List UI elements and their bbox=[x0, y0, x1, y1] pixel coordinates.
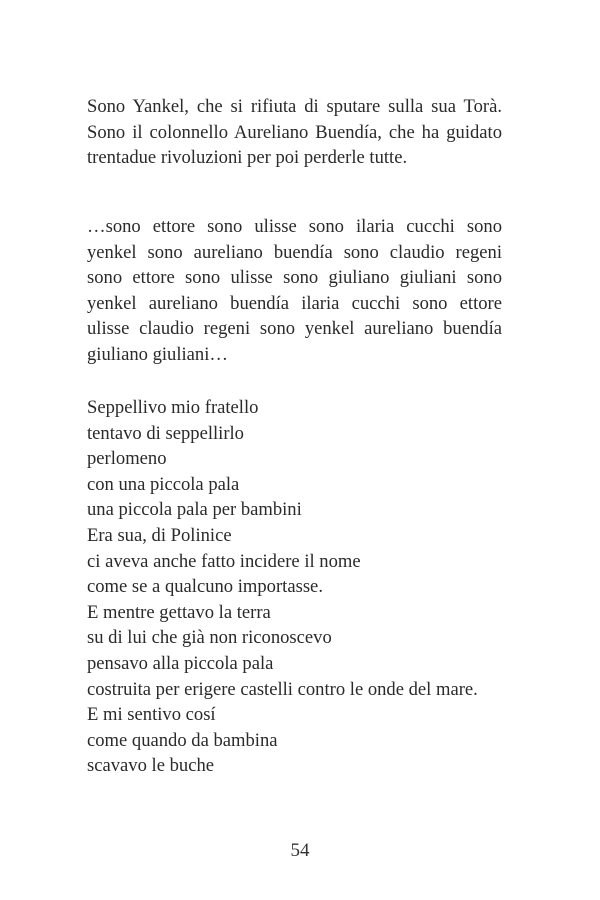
poem-line: scavavo le buche bbox=[87, 755, 214, 777]
poem-line: con una piccola pala bbox=[87, 473, 240, 495]
poem-line: come se a qualcuno importasse. bbox=[87, 576, 323, 598]
poem-line: E mentre gettavo la terra bbox=[87, 601, 271, 623]
poem-line: Seppellivo mio fratello bbox=[87, 397, 259, 418]
paragraph-names: …sono ettore sono ulisse sono ilaria cucchi sono yenkel sono aureliano buendía sono claudio regeni sono ettore sono ulisse sono giuliano giuliani sono yenkel aureliano buendía ilaria cucchi sono ettore ulisse claudio regeni sono yenkel aureliano buendía giuliano giuliani… bbox=[87, 216, 502, 365]
poem bbox=[87, 395, 502, 779]
poem-line: ci aveva anche fatto incidere il nome bbox=[87, 550, 361, 572]
poem-line: come quando da bambina bbox=[87, 729, 278, 751]
poem-line: pensavo alla piccola pala bbox=[87, 652, 274, 674]
paragraph-yankel: Sono Yankel, che si rifiuta di sputare sulla sua Torà. Sono il colonnello Aureliano Buendía, che ha guidato trentadue rivoluzioni per poi perderle tutte. bbox=[87, 96, 502, 169]
poem-line: E mi sentivo cosí bbox=[87, 704, 216, 726]
poem-line: una piccola pala per bambini bbox=[87, 499, 302, 521]
poem-line: costruita per erigere castelli contro le onde del mare. bbox=[87, 678, 478, 700]
text-block-2 bbox=[87, 214, 502, 368]
text-block-1 bbox=[87, 94, 502, 171]
poem-line: perlomeno bbox=[87, 448, 167, 470]
poem-line: Era sua, di Polinice bbox=[87, 524, 232, 546]
poem-line: tentavo di seppellirlo bbox=[87, 422, 244, 444]
poem-line: su di lui che già non riconoscevo bbox=[87, 627, 332, 649]
page-number: 54 bbox=[290, 840, 310, 861]
